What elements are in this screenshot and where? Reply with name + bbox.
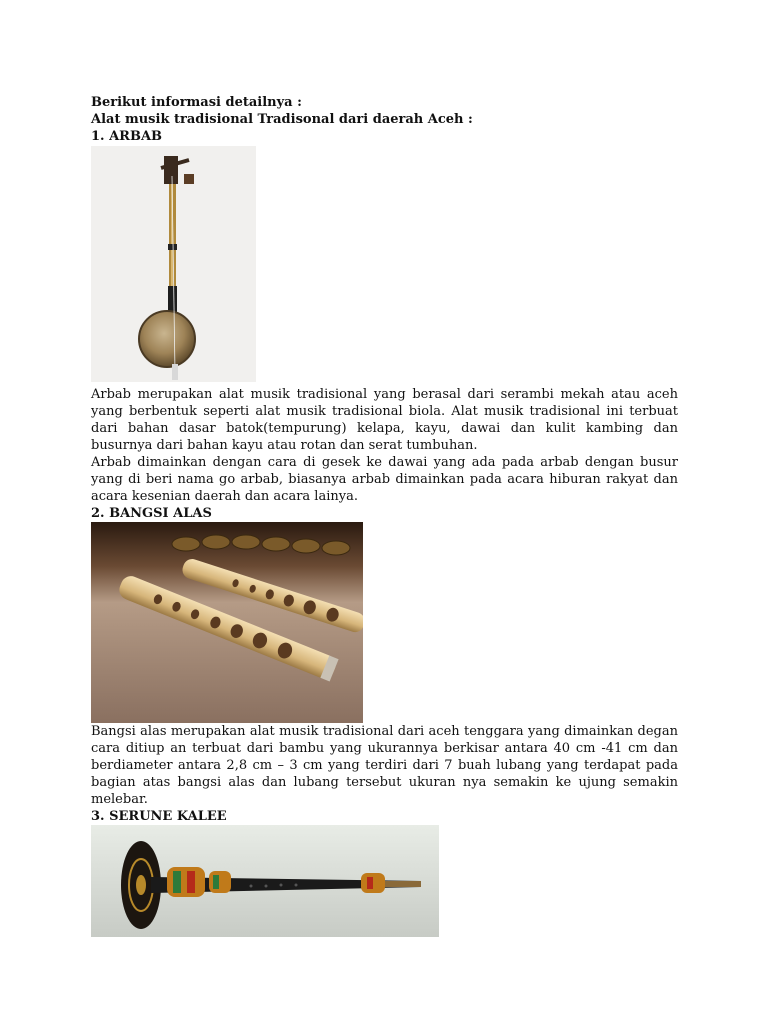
bangsi-alas-image: [91, 522, 363, 723]
paragraph: Arbab dimainkan dengan cara di gesek ke dawai yang ada pada arbab dengan busur yang di beri nama go arbab, biasanya arbab dimainkan pada acara hiburan rakyat dan acara kesenian daerah dan acara lainya.: [91, 455, 678, 504]
intro-line-2: Alat musik tradisional Tradisonal dari daerah Aceh :: [91, 112, 473, 127]
document-page: [91, 94, 678, 937]
paragraph: Arbab merupakan alat musik tradisional yang berasal dari serambi mekah atau aceh yang berbentuk seperti alat musik tradisional biola. Alat musik tradisional ini terbuat dari bahan dasar batok(tempurung) kelapa, kayu, dawai dan kulit kambing dan busurnya dari bahan kayu atau rotan dan serat tumbuhan.: [91, 387, 678, 453]
serune-kalee-image: [91, 825, 439, 937]
section-heading-serune-kalee: 3. SERUNE KALEE: [91, 809, 227, 824]
intro-line-1: Berikut informasi detailnya :: [91, 95, 302, 110]
arbab-image: [91, 146, 256, 382]
paragraph: Bangsi alas merupakan alat musik tradisional dari aceh tenggara yang dimainkan degan cara ditiup an terbuat dari bambu yang ukurannya berkisar antara 40 cm -41 cm dan berdiameter antara 2,8 cm – 3 cm yang terdiri dari 7 buah lubang yang terdapat pada bagian atas bangsi alas dan lubang tersebut ukuran nya semakin ke ujung semakin melebar.: [91, 724, 678, 807]
section-body-bangsi-alas: [91, 723, 678, 808]
section-heading-bangsi-alas: 2. BANGSI ALAS: [91, 506, 212, 521]
section-heading-arbab: 1. ARBAB: [91, 129, 163, 144]
section-body-arbab: [91, 386, 678, 505]
